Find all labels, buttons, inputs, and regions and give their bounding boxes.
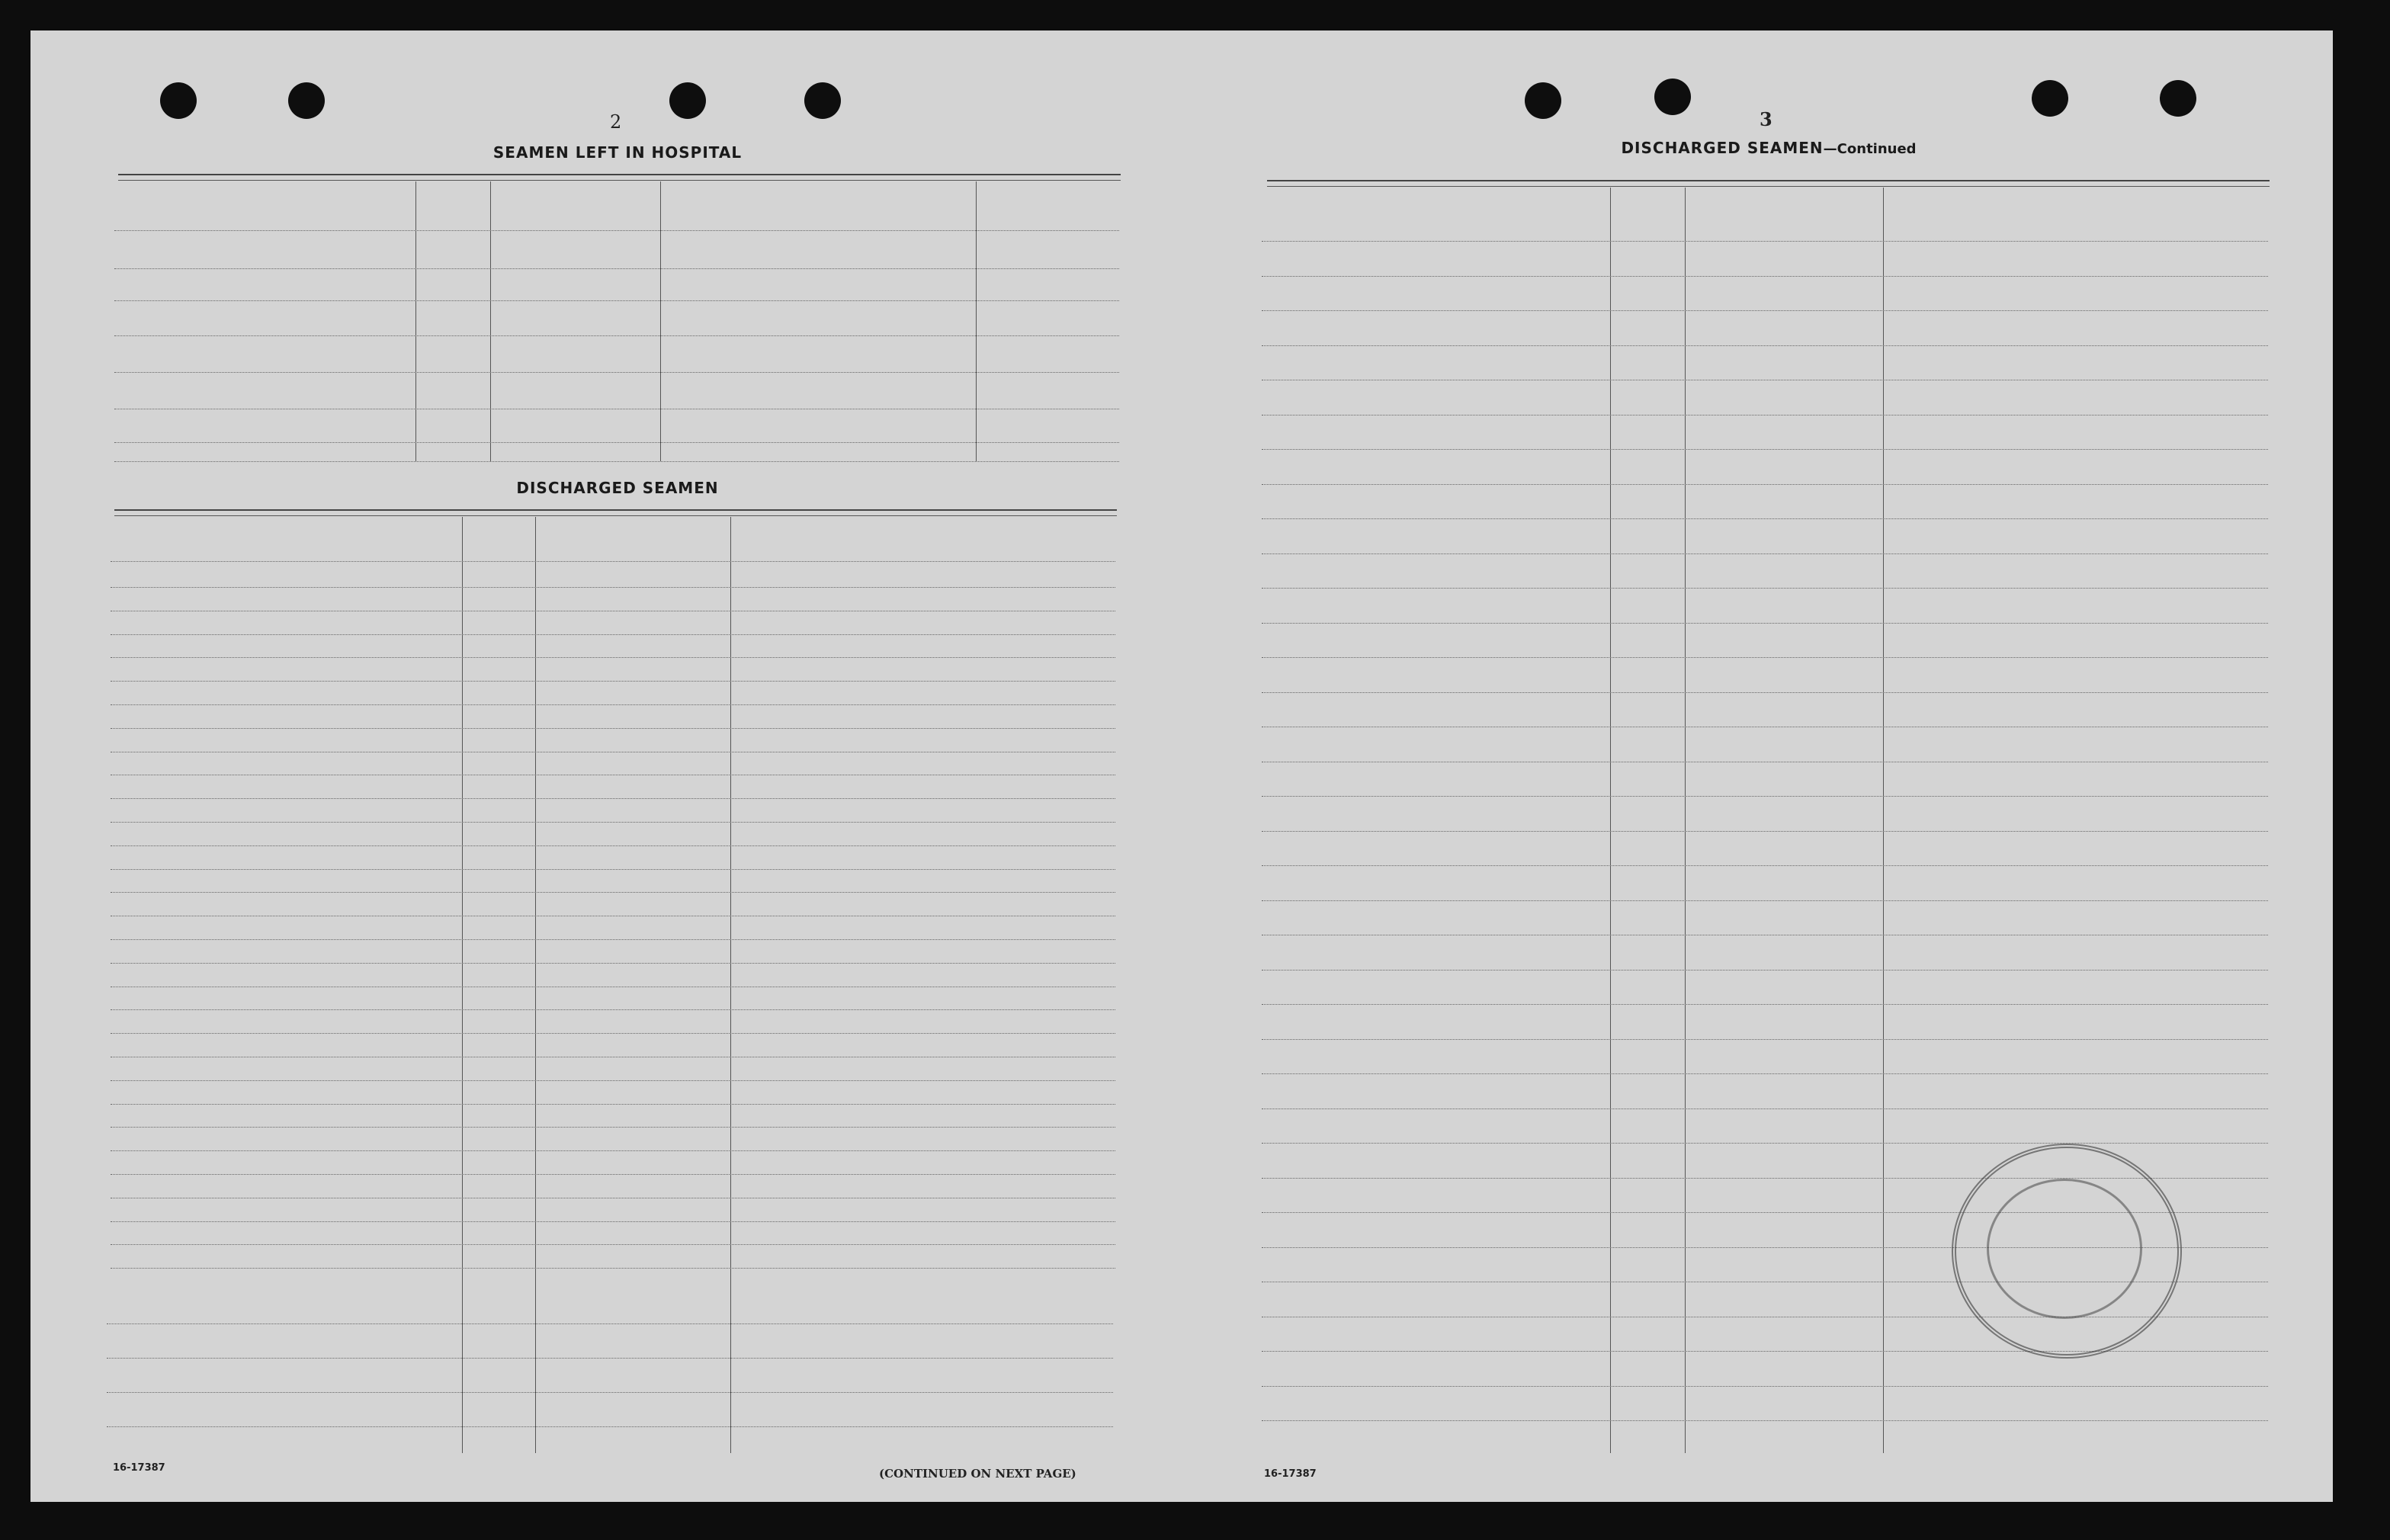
ruled-line: [111, 1268, 1115, 1269]
right-title-suffix: —Continued: [1823, 141, 1917, 157]
punch-hole: [2160, 80, 2196, 117]
left-page-number: 2: [610, 111, 622, 133]
ruled-line: [1262, 1143, 2268, 1144]
column-divider: [490, 181, 491, 461]
ruled-line: [111, 1150, 1115, 1151]
ruled-line: [111, 1174, 1115, 1175]
punch-hole: [669, 82, 706, 119]
ruled-line: [111, 728, 1115, 729]
ruled-line: [111, 634, 1115, 635]
ruled-line: [111, 963, 1115, 964]
ruled-line: [114, 442, 1119, 443]
punch-hole: [288, 82, 325, 119]
punch-hole: [1654, 79, 1691, 115]
punch-hole: [2032, 80, 2068, 117]
ruled-line: [1262, 1004, 2268, 1005]
ruled-line: [1262, 345, 2268, 346]
discharged-title: DISCHARGED SEAMEN: [516, 479, 719, 497]
ruled-line: [111, 587, 1115, 588]
punch-hole: [804, 82, 841, 119]
left-form-number: 16-17387: [113, 1462, 165, 1474]
ruled-line: [107, 1392, 1113, 1393]
ruled-line: [1262, 1351, 2268, 1352]
ruled-line: [111, 681, 1115, 682]
official-stamp: [1952, 1144, 2182, 1359]
ruled-line: [1262, 310, 2268, 311]
ruled-line: [107, 1426, 1113, 1427]
divider: [118, 180, 1121, 181]
hospital-title: SEAMEN LEFT IN HOSPITAL: [492, 143, 743, 162]
right-page-number: 3: [1760, 108, 1772, 130]
divider: [1267, 186, 2270, 187]
ruled-line: [1262, 518, 2268, 519]
ruled-line: [1262, 276, 2268, 277]
column-divider: [660, 181, 661, 461]
ruled-line: [114, 300, 1119, 301]
ruled-line: [114, 335, 1119, 336]
ruled-line: [114, 268, 1119, 269]
ruled-line: [114, 461, 1119, 462]
ruled-line: [111, 1009, 1115, 1010]
ruled-line: [111, 657, 1115, 658]
ruled-line: [111, 1244, 1115, 1245]
ruled-line: [111, 1104, 1115, 1105]
ruled-line: [114, 372, 1119, 373]
right-title: [1563, 139, 1975, 157]
ruled-line: [1262, 1108, 2268, 1109]
ruled-line: [1262, 241, 2268, 242]
stamp-inner-ring: [1987, 1179, 2142, 1319]
ruled-line: [1262, 1386, 2268, 1387]
ruled-line: [1262, 796, 2268, 797]
divider: [114, 515, 1117, 516]
ruled-line: [111, 1127, 1115, 1128]
ruled-line: [1262, 623, 2268, 624]
ruled-line: [111, 822, 1115, 823]
ruled-line: [111, 892, 1115, 893]
ruled-line: [1262, 484, 2268, 485]
divider: [118, 174, 1121, 175]
ruled-line: [1262, 865, 2268, 866]
ruled-line: [1262, 1073, 2268, 1074]
ruled-line: [1262, 1039, 2268, 1040]
divider: [1267, 180, 2270, 181]
ruled-line: [1262, 692, 2268, 693]
ruled-line: [1262, 588, 2268, 589]
punch-hole: [160, 82, 197, 119]
right-form-number: 16-17387: [1264, 1468, 1317, 1480]
divider: [114, 509, 1117, 511]
ruled-line: [1262, 970, 2268, 971]
column-divider: [976, 181, 977, 461]
continued-note: (CONTINUED ON NEXT PAGE): [879, 1467, 1076, 1481]
ruled-line: [107, 1323, 1113, 1324]
right-title-main: DISCHARGED SEAMEN: [1621, 139, 1824, 157]
ruled-line: [1262, 657, 2268, 658]
ruled-line: [107, 1358, 1113, 1359]
ruled-line: [114, 230, 1119, 231]
ruled-line: [1262, 553, 2268, 554]
column-divider: [1685, 188, 1686, 1453]
ruled-line: [1262, 1420, 2268, 1421]
ruled-line: [1262, 900, 2268, 901]
ruled-line: [111, 1080, 1115, 1081]
punch-hole: [1525, 82, 1561, 119]
column-divider: [415, 181, 416, 461]
ruled-line: [111, 939, 1115, 940]
ruled-line: [1262, 449, 2268, 450]
ruled-line: [111, 704, 1115, 705]
ruled-line: [111, 869, 1115, 870]
ruled-line: [1262, 831, 2268, 832]
ruled-line: [111, 561, 1115, 562]
ruled-line: [111, 1221, 1115, 1222]
column-divider: [1883, 188, 1884, 1453]
ruled-line: [111, 845, 1115, 846]
ruled-line: [111, 798, 1115, 799]
column-divider: [1610, 188, 1611, 1453]
ruled-line: [111, 1033, 1115, 1034]
